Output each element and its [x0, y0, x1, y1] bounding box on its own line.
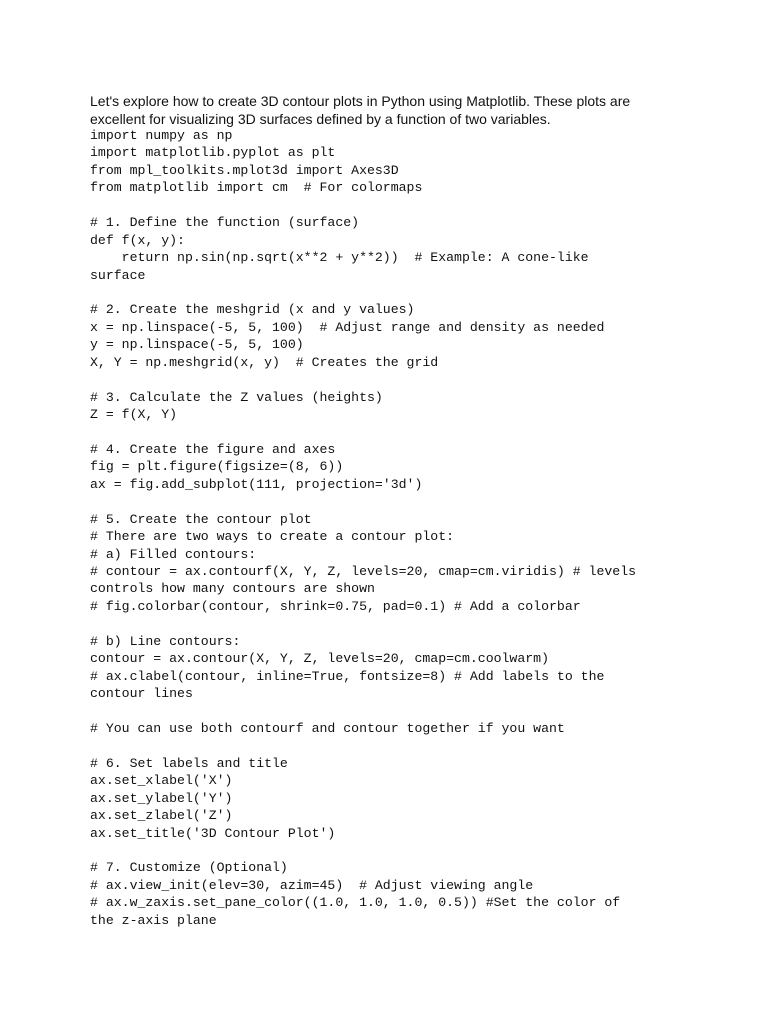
code-line: # ax.view_init(elev=30, azim=45) # Adjust viewing angle [90, 877, 534, 893]
code-line: Z = f(X, Y) [90, 407, 178, 422]
code-line: # 4. Create the figure and axes [90, 441, 336, 457]
code-line: # 6. Set labels and title [90, 755, 288, 771]
code-line [90, 371, 730, 388]
code-line: y = np.linspace(-5, 5, 100) [90, 337, 304, 353]
code-line: # ax.w_zaxis.set_pane_color((1.0, 1.0, 1.0, 0.5)) #Set the color of [90, 895, 621, 911]
code-line: # 2. Create the meshgrid (x and y values) [90, 302, 415, 318]
code-line: fig = plt.figure(figsize=(8, 6)) [90, 459, 344, 475]
code-line: import matplotlib.pyplot as plt [90, 145, 336, 161]
code-line: # You can use both contourf and contour together if you want [90, 720, 565, 736]
code-line [90, 615, 730, 632]
code-line: # ax.clabel(contour, inline=True, fontsize=8) # Add labels to the [90, 668, 605, 684]
code-line: contour = ax.contour(X, Y, Z, levels=20, cmap=cm.coolwarm) [90, 651, 549, 667]
code-line: the z-axis plane [90, 912, 217, 928]
code-block [90, 127, 730, 929]
code-line: # 3. Calculate the Z values (heights) [90, 389, 383, 405]
code-line: # b) Line contours: [90, 633, 241, 649]
code-line: from mpl_toolkits.mplot3d import Axes3D [90, 162, 399, 178]
code-line [90, 737, 730, 754]
code-line: # 5. Create the contour plot [90, 511, 312, 527]
code-line: # 1. Define the function (surface) [90, 215, 360, 231]
intro-line: excellent for visualizing 3D surfaces defined by a function of two variables. [90, 110, 551, 127]
code-line: contour lines [90, 686, 193, 701]
code-line: return np.sin(np.sqrt(x**2 + y**2)) # Example: A cone-like [90, 250, 589, 266]
code-line [90, 842, 730, 859]
code-line: controls how many contours are shown [90, 581, 375, 597]
code-line: # fig.colorbar(contour, shrink=0.75, pad=0.1) # Add a colorbar [90, 598, 581, 614]
code-line: ax.set_xlabel('X') [90, 773, 233, 789]
code-line: ax.set_ylabel('Y') [90, 790, 233, 806]
code-line: # 7. Customize (Optional) [90, 860, 288, 876]
intro-line: Let's explore how to create 3D contour plots in Python using Matplotlib. These plots are [90, 93, 631, 109]
code-line [90, 702, 730, 719]
code-line: X, Y = np.meshgrid(x, y) # Creates the grid [90, 354, 439, 370]
code-line: ax.set_zlabel('Z') [90, 808, 233, 824]
code-line [90, 423, 730, 440]
code-line: ax = fig.add_subplot(111, projection='3d') [90, 476, 423, 492]
code-line [90, 197, 730, 214]
code-line: # a) Filled contours: [90, 546, 257, 562]
code-line: # There are two ways to create a contour plot: [90, 529, 455, 545]
code-line: x = np.linspace(-5, 5, 100) # Adjust range and density as needed [90, 319, 605, 335]
code-line: from matplotlib import cm # For colormaps [90, 180, 423, 196]
code-line [90, 284, 730, 301]
code-line: # contour = ax.contourf(X, Y, Z, levels=20, cmap=cm.viridis) # levels [90, 563, 637, 579]
code-line: ax.set_title('3D Contour Plot') [90, 825, 336, 841]
intro-paragraph [90, 93, 690, 128]
code-line: surface [90, 267, 146, 283]
code-line: import numpy as np [90, 128, 233, 143]
code-line [90, 493, 730, 510]
code-line: def f(x, y): [90, 232, 185, 248]
